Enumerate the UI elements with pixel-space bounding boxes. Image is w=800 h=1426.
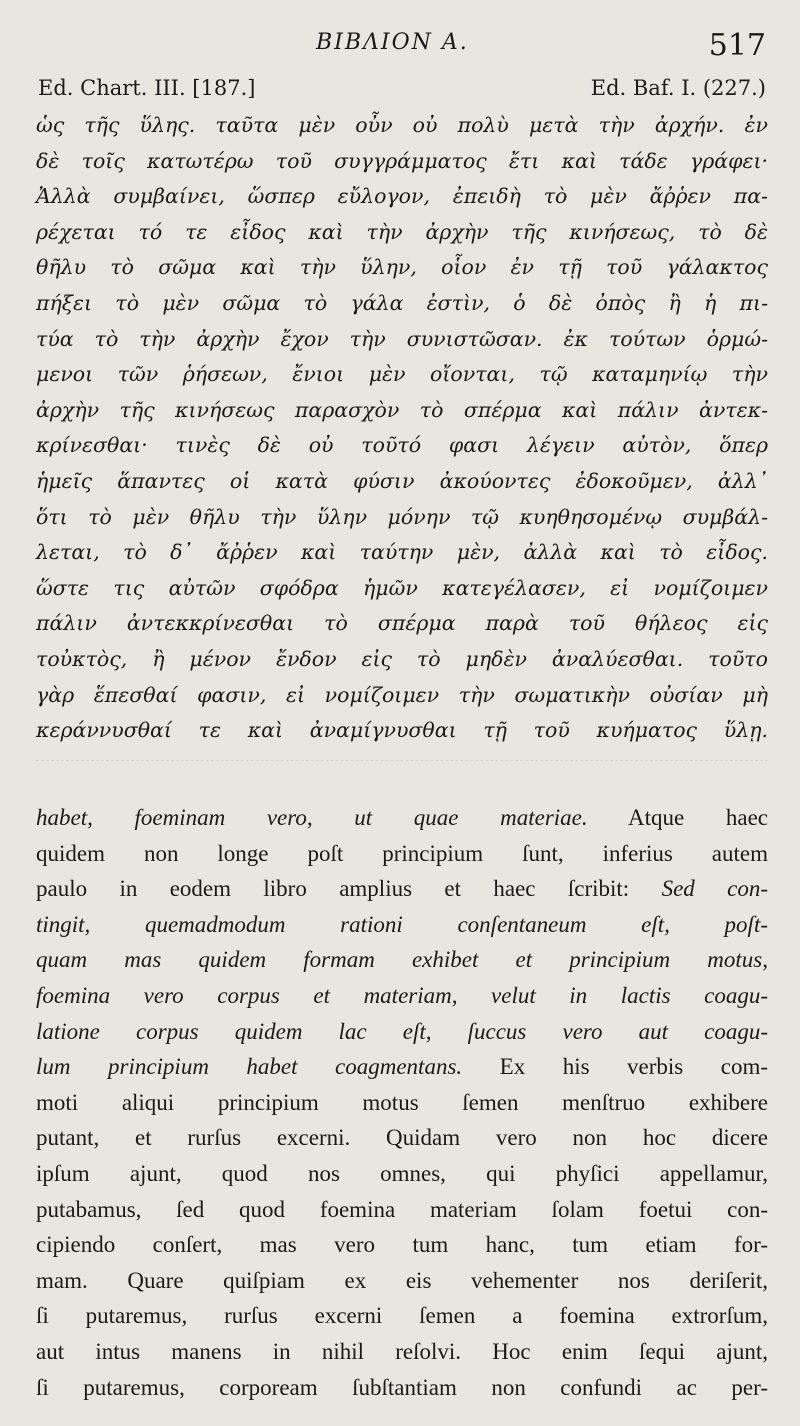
latin-line	[36, 1049, 768, 1085]
greek-line: μενοι τῶν ῥήσεων, ἔνιοι μὲν οἴονται, τῷ καταμηνίῳ τὴν	[36, 362, 768, 387]
greek-line: ὡς τῆς ὕλης. ταῦτα μὲν οὖν οὐ πολὺ μετὰ τὴν ἀρχήν. ἐν	[36, 113, 768, 137]
greek-line: ρέχεται τό τε εἶδος καὶ τὴν ἀρχὴν τῆς κινήσεως, τὸ δὲ	[36, 219, 768, 244]
greek-line: κρίνεσθαι· τινὲς δὲ οὐ τοῦτό φασι λέγειν αὐτὸν, ὅπερ	[36, 433, 768, 458]
latin-line: putant, et rurſus excerni. Quidam vero non hoc dicere	[36, 1125, 768, 1151]
greek-line: τοὐκτὸς, ἢ μένον ἔνδον εἰς τὸ μηδὲν ἀναλύεσθαι. τοῦτο	[36, 646, 768, 671]
latin-italic-span: habet, foeminam vero, ut quae materiae.	[36, 805, 588, 830]
latin-text-block	[36, 800, 768, 1405]
greek-line: ὅτι τὸ μὲν θῆλυ τὴν ὕλην μόνην τῷ κυηθησομένῳ συμβάλ-	[36, 504, 768, 529]
latin-line: ſi putaremus, rurſus excerni ſemen a foemina extrorſum,	[36, 1303, 768, 1329]
greek-line: πήξει τὸ μὲν σῶμα τὸ γάλα ἐστὶν, ὁ δὲ ὀπὸς ἢ ἡ πι-	[36, 290, 768, 315]
edition-references	[38, 76, 766, 106]
greek-line: ἀρχὴν τῆς κινήσεως παρασχὸν τὸ σπέρμα καὶ πάλιν ἀντεκ-	[36, 397, 768, 422]
edition-chart-reference: Ed. Chart. III. [187.]	[38, 76, 256, 100]
book-title: BIBΛΙΟΝ Α.	[316, 30, 469, 55]
greek-line: Ἀλλὰ συμβαίνει, ὥσπερ εὔλογον, ἐπειδὴ τὸ μὲν ἄῤῥεν πα-	[36, 184, 768, 209]
latin-line	[36, 871, 768, 907]
greek-text-block	[36, 108, 768, 749]
greek-line: γὰρ ἕπεσθαί φασιν, εἰ νομίζοιμεν τὴν σωματικὴν οὐσίαν μὴ	[36, 682, 768, 707]
latin-line: putabamus, ſed quod foemina materiam ſolam foetui con-	[36, 1196, 768, 1222]
latin-italic-span: lum principium habet coagmentans.	[36, 1054, 463, 1080]
latin-line: ipſum ajunt, quod nos omnes, qui phyſici appellamur,	[36, 1160, 768, 1186]
latin-roman-span: Atque haec	[587, 805, 768, 830]
latin-line: quidem non longe poſt principium ſunt, inferius autem	[36, 840, 768, 866]
greek-line: τύα τὸ τὴν ἀρχὴν ἔχον τὴν συνιστῶσαν. ἐκ τούτων ὁρμώ-	[36, 326, 768, 351]
latin-line	[36, 800, 768, 836]
greek-line: πάλιν ἀντεκκρίνεσθαι τὸ σπέρμα παρὰ τοῦ θήλεος εἰς	[36, 611, 768, 636]
section-divider	[36, 760, 768, 761]
greek-line: λεται, τὸ δ᾽ ἄῤῥεν καὶ ταύτην μὲν, ἀλλὰ καὶ τὸ εἶδος.	[36, 540, 768, 565]
greek-line: ὥστε τις αὐτῶν σφόδρα ἡμῶν κατεγέλασεν, εἰ νομίζοιμεν	[36, 575, 768, 600]
latin-line: foemina vero corpus et materiam, velut in lactis coagu-	[36, 982, 768, 1008]
latin-italic-span: Sed con-	[661, 876, 769, 902]
running-head	[0, 28, 800, 68]
latin-roman-span: paulo in eodem libro amplius et haec ſcribit:	[36, 876, 662, 902]
latin-line: cipiendo conſert, mas vero tum hanc, tum etiam for-	[36, 1232, 768, 1258]
latin-line: latione corpus quidem lac eſt, ſuccus vero aut coagu-	[36, 1018, 768, 1044]
greek-line: κεράννυσθαί τε καὶ ἀναμίγνυσθαι τῇ τοῦ κυήματος ὕλῃ.	[36, 718, 768, 743]
latin-roman-span: Ex his verbis com-	[462, 1054, 769, 1080]
edition-basel-reference: Ed. Baf. I. (227.)	[590, 76, 766, 100]
page-number: 517	[708, 28, 766, 63]
greek-line: δὲ τοῖς κατωτέρω τοῦ συγγράμματος ἔτι καὶ τάδε γράφει·	[36, 148, 768, 173]
latin-line: quam mas quidem formam exhibet et principium motus,	[36, 947, 768, 973]
latin-line: tingit, quemadmodum rationi conſentaneum eſt, poſt-	[36, 911, 768, 937]
greek-line: ἡμεῖς ἅπαντες οἱ κατὰ φύσιν ἀκούοντες ἐδοκοῦμεν, ἀλλ᾽	[36, 468, 768, 493]
latin-line: moti aliqui principium motus ſemen menſtruo exhibere	[36, 1089, 768, 1115]
greek-line: θῆλυ τὸ σῶμα καὶ τὴν ὕλην, οἷον ἐν τῇ τοῦ γάλακτος	[36, 255, 768, 280]
latin-line: ſi putaremus, corpoream ſubſtantiam non confundi ac per-	[36, 1374, 768, 1400]
latin-line: aut intus manens in nihil reſolvi. Hoc enim ſequi ajunt,	[36, 1338, 768, 1364]
latin-line: mam. Quare quiſpiam ex eis vehementer nos deriſerit,	[36, 1267, 768, 1293]
